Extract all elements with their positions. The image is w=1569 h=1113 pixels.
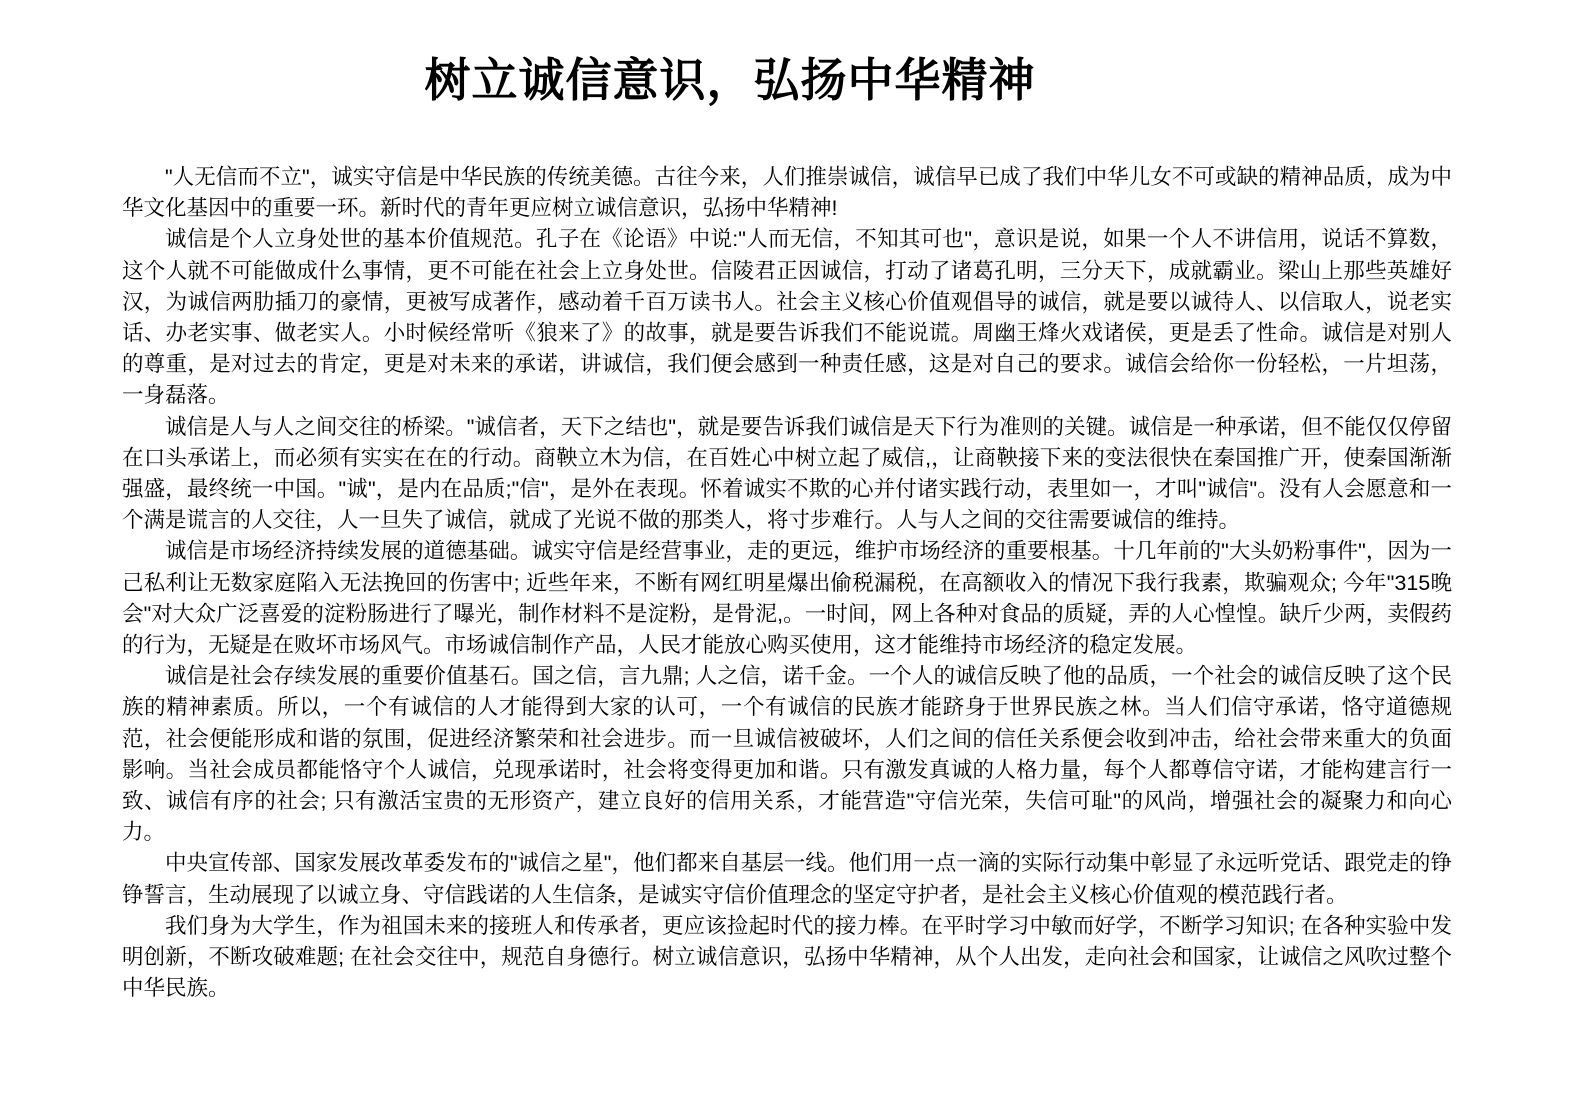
essay-paragraph-social-foundation: 诚信是社会存续发展的重要价值基石。国之信，言九鼎; 人之信，诺千金。一个人的诚信反映了他的品质，一个社会的诚信反映了这个民族的精神素质。所以，一个有诚信的人才能得到大家的认可，一个有诚信的民族才能跻身于世界民族之林。当人们信守承诺，恪守道德规范，社会便能形成和谐的氛围，促进经济繁荣和社会进步。而一旦诚信被破坏，人们之间的信任关系便会收到冲击，给社会带来重大的负面影响。当社会成员都能恪守个人诚信，兑现承诺时，社会将变得更加和谐。只有激发真诚的人格力量，每个人都尊信守诺，才能构建言行一致、诚信有序的社会; 只有激活宝贵的无形资产，建立良好的信用关系，才能营造"守信光荣，失信可耻"的风尚，增强社会的凝聚力和向心力。 <box>122 664 1452 845</box>
essay-body <box>122 162 1452 1004</box>
essay-title: 树立诚信意识，弘扬中华精神 <box>424 55 1036 106</box>
essay-paragraph-conclusion: 我们身为大学生，作为祖国未来的接班人和传承者，更应该捡起时代的接力棒。在平时学习中敏而好学，不断学习知识; 在各种实验中发明创新，不断攻破难题; 在社会交往中，规范自身德行。树立诚信意识，弘扬中华精神，从个人出发，走向社会和国家，让诚信之风吹过整个中华民族。 <box>122 913 1452 1001</box>
essay-paragraph-market-economy: 诚信是市场经济持续发展的道德基础。诚实守信是经营事业，走的更远，维护市场经济的重要根基。十几年前的"大头奶粉事件"，因为一己私利让无数家庭陷入无法挽回的伤害中; 近些年来，不断有网红明星爆出偷税漏税，在高额收入的情况下我行我素，欺骗观众; 今年"315晚会"对大众广泛喜爱的淀粉肠进行了曝光，制作材料不是淀粉，是骨泥,。一时间，网上各种对食品的质疑，弄的人心惶惶。缺斤少两，卖假药的行为，无疑是在败坏市场风气。市场诚信制作产品，人民才能放心购买使用，这才能维持市场经济的稳定发展。 <box>122 539 1452 658</box>
essay-paragraph-interpersonal-bridge: 诚信是人与人之间交往的桥梁。"诚信者，天下之结也"，就是要告诉我们诚信是天下行为准则的关键。诚信是一种承诺，但不能仅仅停留在口头承诺上，而必须有实实在在的行动。商鞅立木为信，在百姓心中树立起了威信,，让商鞅接下来的变法很快在秦国推广开，使秦国渐渐强盛，最终统一中国。"诚"，是内在品质;"信"，是外在表现。怀着诚实不欺的心并付诸实践行动，表里如一，才叫"诚信"。没有人会愿意和一个满是谎言的人交往，人一旦失了诚信，就成了光说不做的那类人，将寸步难行。人与人之间的交往需要诚信的维持。 <box>122 414 1452 533</box>
essay-paragraph-personal-values: 诚信是个人立身处世的基本价值规范。孔子在《论语》中说:"人而无信，不知其可也"，意识是说，如果一个人不讲信用，说话不算数，这个人就不可能做成什么事情，更不可能在社会上立身处世。信陵君正因诚信，打动了诸葛孔明，三分天下，成就霸业。梁山上那些英雄好汉，为诚信两肋插刀的豪情，更被写成著作，感动着千百万读书人。社会主义核心价值观倡导的诚信，就是要以诚待人、以信取人，说老实话、办老实事、做老实人。小时候经常听《狼来了》的故事，就是要告诉我们不能说谎。周幽王烽火戏诸侯，更是丢了性命。诚信是对别人的尊重，是对过去的肯定，更是对未来的承诺，讲诚信，我们便会感到一种责任感，这是对自己的要求。诚信会给你一份轻松，一片坦荡，一身磊落。 <box>122 227 1452 408</box>
essay-paragraph-integrity-stars: 中央宣传部、国家发展改革委发布的"诚信之星"，他们都来自基层一线。他们用一点一滴的实际行动集中彰显了永远听党话、跟党走的铮铮誓言，生动展现了以诚立身、守信践诺的人生信条，是诚实守信价值理念的坚定守护者，是社会主义核心价值观的模范践行者。 <box>122 851 1452 907</box>
essay-paragraph-intro: "人无信而不立"，诚实守信是中华民族的传统美德。古往今来，人们推崇诚信，诚信早已成了我们中华儿女不可或缺的精神品质，成为中华文化基因中的重要一环。新时代的青年更应树立诚信意识，弘扬中华精神! <box>122 165 1452 221</box>
